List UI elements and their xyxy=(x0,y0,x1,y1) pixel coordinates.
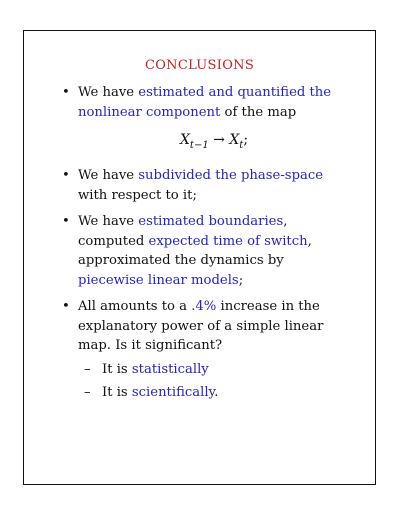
list-item xyxy=(60,166,350,205)
arrow-symbol: → xyxy=(208,132,230,148)
highlight-text: scientifically xyxy=(131,385,215,401)
sub-item-text: It is xyxy=(102,361,132,377)
highlight-text: expected time of switch xyxy=(148,233,308,249)
highlight-text: statistically xyxy=(131,361,209,377)
bullet-text: We have xyxy=(78,214,139,230)
bullet-text: of the map xyxy=(220,104,297,120)
formula-rhs: X xyxy=(229,132,240,148)
dash-icon: – xyxy=(84,385,91,401)
formula-rhs-subscript: t xyxy=(239,139,244,151)
highlight-text: subdivided the phase-space xyxy=(138,168,324,184)
formula-lhs: X xyxy=(179,132,190,148)
bullet-text: ; xyxy=(238,272,244,288)
conclusions-list xyxy=(60,83,350,410)
sub-list-item xyxy=(78,383,350,403)
sub-item-text: . xyxy=(214,385,219,401)
sub-list-item xyxy=(78,360,350,380)
bullet-icon: • xyxy=(62,214,70,230)
map-formula xyxy=(78,131,350,155)
list-item xyxy=(60,297,350,403)
highlight-text: estimated and quantified the nonlinear component xyxy=(78,85,332,120)
slide-frame xyxy=(23,30,376,485)
bullet-text: We have xyxy=(78,168,139,184)
dash-icon: – xyxy=(84,361,91,377)
bullet-text: with respect to it; xyxy=(78,187,197,203)
bullet-icon: • xyxy=(62,168,70,184)
slide-title: CONCLUSIONS xyxy=(144,58,255,73)
bullet-icon: • xyxy=(62,85,70,100)
bullet-text: increase in the explanatory power of a simple linear map. Is it significant? xyxy=(78,299,324,354)
formula-lhs-subscript: t−1 xyxy=(189,139,209,151)
sub-item-text: It is xyxy=(102,385,132,401)
highlight-text: .4% xyxy=(191,299,217,315)
highlight-text: estimated boundaries xyxy=(138,214,284,230)
sub-list xyxy=(78,360,350,403)
bullet-text: , computed xyxy=(78,214,288,249)
list-item xyxy=(60,83,350,155)
formula-end: ; xyxy=(243,132,249,148)
bullet-text: , approximated the dynamics by xyxy=(78,233,312,269)
list-item xyxy=(60,212,350,290)
highlight-text: piecewise linear models xyxy=(78,272,239,288)
bullet-text: We have xyxy=(78,85,139,100)
bullet-icon: • xyxy=(62,299,70,315)
bullet-text: All amounts to a xyxy=(78,299,192,315)
